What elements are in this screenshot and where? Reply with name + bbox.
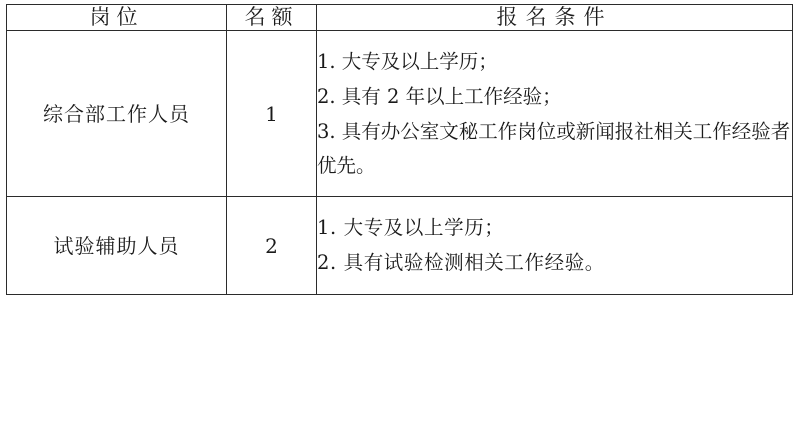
cell-quota: 1 <box>227 31 317 197</box>
requirement-line: 3. 具有办公室文秘工作岗位或新闻报社相关工作经验者优先。 <box>317 119 791 178</box>
requirement-line: 2. 具有试验检测相关工作经验。 <box>317 250 605 274</box>
cell-requirements <box>317 31 793 197</box>
column-header-requirements: 报名条件 <box>317 5 793 31</box>
requirement-line: 2. 具有 2 年以上工作经验； <box>317 84 562 108</box>
column-header-post: 岗位 <box>7 5 227 31</box>
table-row <box>7 197 793 295</box>
cell-post: 试验辅助人员 <box>7 197 227 295</box>
table-header-row <box>7 5 793 31</box>
cell-requirements <box>317 197 793 295</box>
recruitment-table <box>6 4 793 295</box>
table-row <box>7 31 793 197</box>
requirement-line: 1. 大专及以上学历； <box>317 216 505 239</box>
document-page <box>0 4 800 428</box>
column-header-quota: 名额 <box>227 5 317 31</box>
cell-quota: 2 <box>227 197 317 295</box>
requirement-line: 1. 大专及以上学历； <box>317 50 498 74</box>
cell-post: 综合部工作人员 <box>7 31 227 197</box>
